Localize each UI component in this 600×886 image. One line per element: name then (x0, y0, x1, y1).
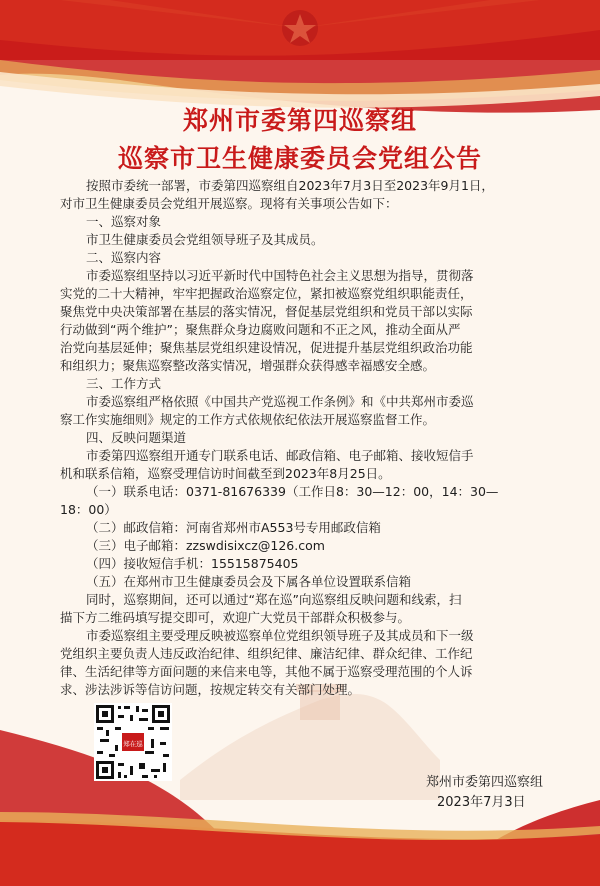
body-line: 一、巡察对象 (86, 214, 162, 229)
body-line: 行动做到“两个维护”；聚焦群众身边腐败问题和不正之风，推动全面从严 (60, 322, 461, 337)
body-line: （一）联系电话：0371-81676339（工作日8：30—12：00，14：30— (86, 484, 499, 499)
body-line: （二）邮政信箱：河南省郑州市A553号专用邮政信箱 (86, 520, 381, 535)
qr-center-label: 郑在巡 (123, 740, 143, 748)
qr-code[interactable] (94, 703, 172, 781)
body-line: 市卫生健康委员会党组领导班子及其成员。 (86, 232, 324, 247)
body-line: 市委巡察组主要受理反映被巡察单位党组织领导班子及其成员和下一级 (86, 628, 474, 643)
body-line: 市委巡察组坚持以习近平新时代中国特色社会主义思想为指导，贯彻落 (86, 268, 474, 283)
body-line: 对市卫生健康委员会党组开展巡察。现将有关事项公告如下： (60, 196, 398, 211)
body-line: 市委巡察组严格依照《中国共产党巡视工作条例》和《中共郑州市委巡 (86, 394, 474, 409)
body-line: 党组织主要负责人违反政治纪律、组织纪律、廉洁纪律、群众纪律、工作纪 (60, 646, 473, 661)
body-line: （五）在郑州市卫生健康委员会及下属各单位设置联系信箱 (86, 574, 412, 589)
qr-code-icon (94, 703, 172, 781)
body-line: （四）接收短信手机：15515875405 (86, 556, 299, 571)
body-line: 机和联系信箱，巡察受理信访时间截至到2023年8月25日。 (60, 466, 391, 481)
title-line-2: 巡察市卫生健康委员会党组公告 (117, 144, 482, 173)
body-line: 实党的二十大精神，牢牢把握政治巡察定位，紧扣被巡察党组织职能责任， (60, 286, 473, 301)
signature-date: 2023年7月3日 (437, 795, 526, 810)
body-line: 求、涉法涉诉等信访问题，按规定转交有关部门处理。 (60, 682, 361, 697)
body-line: 同时，巡察期间，还可以通过“郑在巡”向巡察组反映问题和线索，扫 (86, 592, 462, 607)
body-line: 市委第四巡察组开通专门联系电话、邮政信箱、电子邮箱、接收短信手 (86, 448, 474, 463)
signature-org: 郑州市委第四巡察组 (426, 775, 544, 790)
body-line: 和组织力；聚焦巡察整改落实情况，增强群众获得感幸福感安全感。 (60, 358, 436, 373)
body-line: 聚焦党中央决策部署在基层的落实情况，督促基层党组织和党员干部以实际 (60, 304, 473, 319)
body-line: 察工作实施细则》规定的工作方式依规依纪依法开展巡察监督工作。 (60, 412, 436, 427)
body-line: 二、巡察内容 (86, 250, 162, 265)
body-line: （三）电子邮箱：zzswdisixcz@126.com (86, 538, 325, 553)
body-line: 律、生活纪律等方面问题的来信来电等，其他不属于巡察受理范围的个人诉 (60, 664, 473, 679)
body-line: 治党向基层延伸；聚焦基层党组织建设情况，促进提升基层党组织政治功能 (60, 340, 473, 355)
body-line: 描下方二维码填写提交即可，欢迎广大党员干部群众积极参与。 (60, 610, 411, 625)
body-line: 四、反映问题渠道 (86, 430, 187, 445)
body-line: 按照市委统一部署，市委第四巡察组自2023年7月3日至2023年9月1日， (86, 178, 494, 193)
body-line: 18：00） (60, 502, 117, 517)
body-line: 三、工作方式 (86, 376, 162, 391)
title-line-1: 郑州市委第四巡察组 (182, 106, 417, 135)
